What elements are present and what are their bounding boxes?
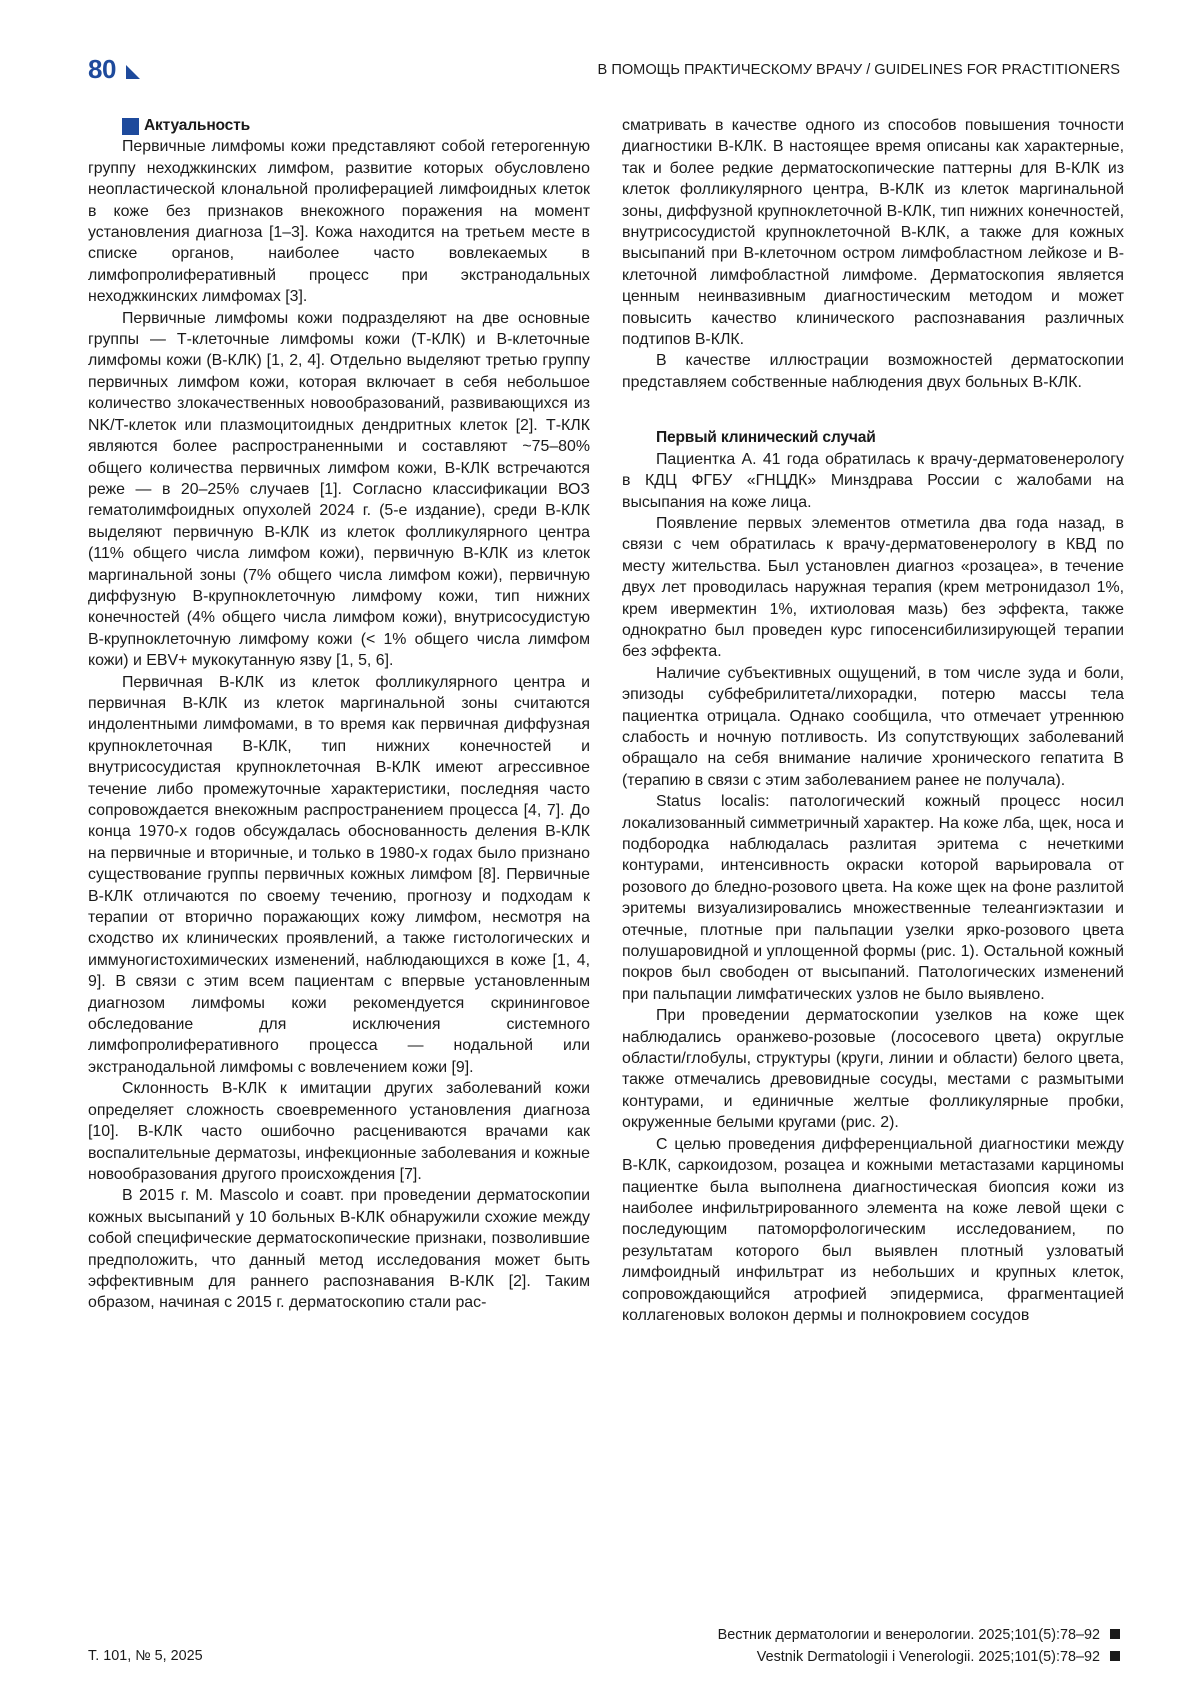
paragraph: Первичная В-КЛК из клеток фолликулярного центра и первичная В-КЛК из клеток маргинальной зоны считаются индолентными лимфомами, в то время как первичная диффузная крупноклеточная В-КЛК, тип нижних конечностей и внутрисосудистая крупноклеточная В-КЛК имеют агрессивное течение либо промежуточные характеристики, последняя часто сопровождается внекожным распространением процесса [4, 7]. До конца 1970-х годов обсуждалась обоснованность деления В-КЛК на первичные и вторичные, и только в 1980-х годах было признано существование группы первичных кожных лимфом [8]. Первичные В-КЛК отличаются по своему течению, прогнозу и подходам к терапии от вторично поражающих кожу лимфом, несмотря на сходство их клинических проявлений, а также гистологических и иммуногистохимических изменений, наблюдающихся в коже [1, 4, 9]. В связи с этим всем пациентам с впервые установленным диагнозом лимфомы кожи рекомендуется скрининговое обследование для исключения системного лимфопролиферативного процесса — нодальной или экстранодальной лимфомы с вовлечением кожи [9]. bbox=[88, 673, 590, 1076]
paragraph: Появление первых элементов отметила два года назад, в связи с чем обратилась к врачу-дерматовенерологу в КВД по месту жительства. Был установлен диагноз «розацеа», в течение двух лет проводилась наружная терапия (крем метронидазол 1%, крем ивермектин 1%, ихтиоловая мазь) без эффекта, также однократно был проведен курс гипосенсибилизирующей терапии без эффекта. bbox=[622, 514, 1124, 661]
footer-journal bbox=[718, 1624, 1120, 1668]
case-heading: Первый клинический случай bbox=[656, 429, 876, 447]
paragraph-continued: сматривать в качестве одного из способов повышения точности диагностики В-КЛК. В настоящее время описаны как характерные, так и более редкие дерматоскопические паттерны для В-КЛК из клеток фолликулярного центра, В-КЛК из клеток маргинальной зоны, диффузной крупноклеточной В-КЛК, тип нижних конечностей, внутрисосудистой крупноклеточной В-КЛК, а также для кожных высыпаний при В-клеточном остром лимфобластном лейкозе и В-клеточной лимфобластной лимфоме. Дерматоскопия является ценным неинвазивным диагностическим методом и может повысить качество клинического распознавания различных подтипов В-КЛК. bbox=[622, 117, 1124, 349]
paragraph: Склонность В-КЛК к имитации других заболеваний кожи определяет сложность своевременного установления диагноза [10]. В-КЛК часто ошибочно расцениваются врачами как воспалительные дерматозы, инфекционные заболевания и кожные новообразования другого происхождения [7]. bbox=[88, 1080, 590, 1183]
footer-journal-ru-line bbox=[718, 1624, 1120, 1646]
heading-square-icon bbox=[122, 118, 139, 135]
running-head: В ПОМОЩЬ ПРАКТИЧЕСКОМУ ВРАЧУ / GUIDELINES FOR PRACTITIONERS bbox=[597, 62, 1120, 78]
footer-volume-issue: Т. 101, № 5, 2025 bbox=[88, 1648, 203, 1664]
paragraph: Наличие субъективных ощущений, в том числе зуда и боли, эпизоды субфебрилитета/лихорадки, потерю массы тела пациентка отрицала. Однако сообщила, что отмечает утреннюю слабость и ночную потливость. Из сопутствующих заболеваний обращало на себя внимание наличие хронического гепатита В (терапию в связи с этим заболеванием ранее не получала). bbox=[622, 664, 1124, 789]
paragraph: Пациентка А. 41 года обратилась к врачу-дерматовенерологу в КДЦ ФГБУ «ГНЦДК» Минздрава России с жалобами на высыпания на коже лица. bbox=[622, 450, 1124, 511]
section-heading-relevance bbox=[88, 115, 590, 136]
paragraph: В 2015 г. M. Mascolo и соавт. при проведении дерматоскопии кожных высыпаний у 10 больных В-КЛК обнаружили схожие между собой специфические дерматоскопические признаки, позволившие предположить, что данный метод исследования может быть эффективным для раннего распознавания В-КЛК [2]. Таким образом, начиная с 2015 г. дерматоскопию стали рас- bbox=[88, 1187, 590, 1312]
paragraph: Status localis: патологический кожный процесс носил локализованный симметричный характер. На коже лба, щек, носа и подбородка наблюдалась разлитая эритема с нечеткими контурами, интенсивность окраски которой варьировала от розового до бледно-розового цвета. На коже щек на фоне разлитой эритемы визуализировались множественные телеангиэктазии и отечные, плотные при пальпации узелки ярко-розового цвета полушаровидной и уплощенной формы (рис. 1). Остальной кожный покров был свободен от высыпаний. Патологических изменений при пальпации лимфатических узлов не было выявлено. bbox=[622, 793, 1124, 1003]
paragraph: Первичные лимфомы кожи подразделяют на две основные группы — Т-клеточные лимфомы кожи (Т-КЛК) и В-клеточные лимфомы кожи (В-КЛК) [1, 2, 4]. Отдельно выделяют третью группу первичных лимфом кожи, которая включает в себя небольшое количество злокачественных новообразований, развивающихся из NK/T-клеток или плазмоцитоидных дендритных клеток [2]. Т-КЛК являются более распространенными и составляют ~75–80% общего количества первичных лимфом кожи, В-КЛК встречаются реже — в 20–25% случаев [1]. Согласно классификации ВОЗ гематолимфоидных опухолей 2024 г. (5-е издание), среди В-КЛК выделяют первичную В-КЛК из клеток фолликулярного центра (11% общего числа лимфом кожи), первичную В-КЛК из клеток маргинальной зоны (7% общего числа лимфом кожи), первичную диффузную В-крупноклеточную лимфому кожи, тип нижних конечностей (4% общего числа лимфом кожи), внутрисосудистую В-крупноклеточную лимфому кожи (< 1% общего числа лимфом кожи) и EBV+ мукокутанную язву [1, 5, 6]. bbox=[88, 309, 590, 670]
right-column bbox=[622, 115, 1124, 1326]
footer-square-icon bbox=[1110, 1629, 1120, 1639]
left-column bbox=[88, 115, 590, 1314]
page-number: 80 bbox=[88, 54, 116, 84]
paragraph: С целью проведения дифференциальной диагностики между В-КЛК, саркоидозом, розацеа и кожными метастазами карциномы пациентке была выполнена диагностическая биопсия кожи из наиболее инфильтрированного элемента на коже левой щеки с последующим патоморфологическим исследованием, по результатам которого был выявлен плотный узловатый лимфоидный инфильтрат из небольших и крупных клеток, сопровождающийся атрофией эпидермиса, фрагментацией коллагеновых волокон дермы и полнокровием сосудов bbox=[622, 1135, 1124, 1324]
section-heading-text: Актуальность bbox=[144, 117, 250, 134]
page-corner-mark-icon bbox=[126, 63, 142, 79]
footer-journal-ru: Вестник дерматологии и венерологии. 2025;101(5):78–92 bbox=[717, 1627, 1100, 1643]
footer-journal-en-line bbox=[718, 1646, 1120, 1668]
footer-square-icon bbox=[1110, 1651, 1120, 1661]
paragraph: В качестве иллюстрации возможностей дерматоскопии представляем собственные наблюдения двух больных В-КЛК. bbox=[622, 352, 1124, 391]
paragraph: Первичные лимфомы кожи представляют собой гетерогенную группу неходжкинских лимфом, развитие которых обусловлено неопластической клональной пролиферацией лимфоидных клеток в коже без признаков внекожного поражения на момент установления диагноза [1–3]. Кожа находится на третьем месте в списке органов, наиболее часто вовлекаемых в лимфопролиферативный процесс при экстранодальных неходжкинских лимфомах [3]. bbox=[88, 138, 590, 306]
page-header bbox=[88, 54, 1120, 90]
paragraph: При проведении дерматоскопии узелков на коже щек наблюдались оранжево-розовые (лососевого цвета) округлые области/глобулы, структуры (круги, линии и области) белого цвета, также отмечались древовидные сосуды, местами с размытыми контурами, и единичные желтые фолликулярные пробки, окруженные белыми кругами (рис. 2). bbox=[622, 1007, 1124, 1132]
footer-journal-en: Vestnik Dermatologii i Venerologii. 2025;101(5):78–92 bbox=[756, 1649, 1100, 1665]
